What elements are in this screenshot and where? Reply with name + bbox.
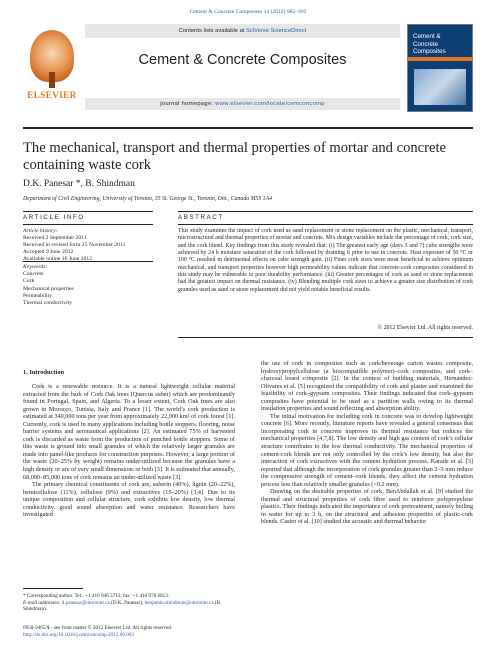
email-owner: (B. Shindman).: [23, 599, 222, 612]
body-left-column: [23, 383, 235, 519]
contents-prefix: Contents lists available at: [178, 28, 247, 34]
doi-link[interactable]: http://dx.doi.org/10.1016/j.cemconcomp.2012.06.003: [23, 631, 134, 638]
homepage-link[interactable]: www.elsevier.com/locate/cemconcomp: [215, 101, 325, 107]
article-info-label: ARTICLE INFO: [23, 214, 85, 221]
section-rule-top-left: [23, 211, 153, 212]
keywords-heading: Keywords:: [23, 264, 48, 270]
history-online: Available online 16 June 2012: [23, 256, 93, 262]
body-paragraph: The primary chemical constituents of cork are, suberin (40%), lignin (20–22%), hemicellulose (11%), cellulose (9%) and extractives (15–20%) [3,4]. Due to its unique composition and cellular structure, cork exhibits low density, low thermal conductivity, good sound absorption and water resistance. Researchers have investigated: [23, 481, 235, 519]
corresponding-author: * Corresponding author. Tel.: +1 416 946 5712; fax: +1 416 978 6813.: [23, 593, 170, 599]
sciencedirect-link[interactable]: SciVerse ScienceDirect: [246, 28, 307, 34]
keyword-item: Permeability: [23, 292, 53, 299]
cover-stripe: [408, 57, 472, 61]
publisher-name: ELSEVIER: [27, 90, 77, 100]
body-right-column: [261, 360, 473, 526]
article-title: The mechanical, transport and thermal properties of mortar and concrete containing waste cork: [23, 140, 447, 173]
contents-band: [85, 24, 400, 38]
footnote-rule: [23, 588, 83, 589]
keywords-rule: [23, 261, 153, 262]
masthead: [23, 20, 473, 120]
intro-heading: 1. Introduction: [23, 369, 65, 376]
authors[interactable]: D.K. Panesar *, B. Shindman: [23, 179, 135, 189]
journal-title: Cement & Concrete Composites: [138, 52, 347, 68]
history-revised: Received in revised form 25 November 2011: [23, 242, 126, 248]
keyword-item: Concrete: [23, 271, 44, 278]
body-paragraph: The initial motivation for including cork in concrete was to develop lightweight concrete [6]. More recently, literature reports have revealed a general consensus that incorporating cork in concrete improves its thermal resistance but reduces the mechanical properties [4,7,8]. The low density and high gas content of cork’s cellular structure contributes to the low thermal conductivity. The mechanical properties of cement-cork blends are not only controlled by the cork’s low density, but also the interaction of cork extractives with the cement hydration process. Karade et al. [3] reported that although the incorporation of cork granules greater than 2–3 mm reduce the compressive strength of cement–cork blends, they affect the cement hydration process less than relatively smaller granules (<0.2 mm).: [261, 412, 473, 488]
email-owner: (D.K. Panesar),: [109, 599, 145, 606]
copyright-notice: © 2012 Elsevier Ltd. All rights reserved.: [377, 325, 473, 331]
homepage-prefix: journal homepage:: [160, 101, 216, 107]
cover-title: [413, 33, 446, 56]
keyword-item: Cork: [23, 278, 35, 285]
keywords: [23, 264, 141, 307]
history-received: Received 2 September 2011: [23, 235, 87, 241]
cover-image: [414, 69, 466, 105]
body-paragraph: the use of cork in composites such as cork/beverage carton wastes composite, hydroxypropylcellulose (a biocompatible polymer)–cork composites, and cork–charcoal board composite [2]. In the context of building materials, Hernandez-Olivares et al. [5] recognized the compatibility of cork and plaster and examined the feasibility of cork–gypsum composites. Their findings indicated that cork–gypsum composites have potential to be used as a partition walls owing to its thermal insulation properties and sound reflecting and absorption ability.: [261, 360, 473, 413]
journal-cover: [407, 24, 473, 112]
keyword-item: Thermal conductivity: [23, 300, 73, 307]
section-rule-mid-left: [23, 224, 153, 225]
cover-title-line3: Composites: [413, 48, 446, 55]
keyword-item: Mechanical properties: [23, 285, 74, 292]
homepage-band: [85, 98, 400, 110]
cover-title-line2: Concrete: [413, 40, 439, 48]
issn-line: 0958-9465/$ - see front matter © 2012 Elsevier Ltd. All rights reserved.: [23, 625, 173, 631]
email-link-shindman[interactable]: benjamin.shindman@utoronto.ca: [144, 599, 214, 606]
bottom-notes: [23, 625, 235, 638]
email-addresses: [23, 600, 235, 613]
email-label: E-mail addresses:: [23, 599, 62, 606]
footnote: [23, 593, 235, 613]
abstract-bottom-rule: [178, 337, 473, 338]
email-link-panesar[interactable]: d.panesar@utoronto.ca: [61, 599, 110, 606]
journal-citation[interactable]: Cement & Concrete Composites 34 (2012) 982–992: [189, 9, 307, 15]
abstract-label: ABSTRACT: [178, 214, 224, 221]
tree-trunk: [49, 72, 55, 88]
affiliation: Department of Civil Engineering, University of Toronto, 35 St. George St., Toronto, Ont., Canada M5S 1A4: [23, 196, 272, 202]
cover-title-line1: Cement &: [413, 33, 441, 40]
history-heading: Article history:: [23, 228, 58, 234]
abstract-text: This study examines the impact of cork used as sand replacement or stone replacement on the plastic, mechanical, transport, microstructural and thermal properties of mortar and concrete. Mix design variables include the percentage of cork, cork size, and the cork blend. Key findings from this study revealed that: (i) The greatest early age (days 3 and 7) cube strengths were achieved by 24 h moisture saturation of the cork followed by draining it prior to use in concrete. Heat exposure of 50 °C or 100 °C resulted in detrimental effects on cube strength gain. (ii) Finer cork sizes were most beneficial to achieve optimum mechanical, and transport properties however high permeability values indicate that concrete-cork composites considered in this study may be vulnerable to poor durability performance. (iii) Greater percentages of cork as sand or stone replacement had the greatest impact on thermal resistance. (iv) Blending multiple cork sizes to achieve a greater size distribution of cork granules used as sand or stone replacement did not yield notable beneficial results.: [178, 228, 473, 293]
header-rule: [23, 127, 473, 129]
article-history: [23, 228, 141, 263]
body-paragraph: Cork is a renewable resource. It is a natural lightweight cellular material extracted from the bark of Cork Oak trees (Quercus suber) which are predominantly found in Portugal, Spain, and Algeria. To a lesser extent, Cork Oak trees are also grown in Morocco, Tunisia, Italy and France [1]. The world’s cork production is estimated at 340,000 tons per year from approximately 22,000 km² of cork forest [1]. Currently, cork is used in many applications including bottle stoppers, flooring, noise barrier systems and aeronautical applications [2]. An estimated 75% of harvested cork is discarded as waste from the production of punched bottle stoppers. Some of this waste is ground into small granules of which the relatively larger granules are made into panel-like products for construction purposes. However, a large portion of the waste (20–25% by weight) remains under-utilized because the granules have a high density or are of very small dimensions or both [3]. It is estimated that annually, 68,000–85,000 tons of cork remains an under-utilized waste [3].: [23, 383, 235, 481]
section-rule-top-right: [178, 211, 473, 212]
body-paragraph: Drawing on the desirable properties of cork, BenAbdallah et al. [9] studied the thermal and structural properties of cork fibre used to reinforce polypropylene plastics. Their findings indicated the importance of cork pretreatment, namely boiling in water for up to 3 h, on the structural and adhesion properties of plastic-cork blends. Castro et al. [10] studied the acoustic and thermal behavior: [261, 488, 473, 526]
elsevier-logo: [23, 30, 81, 104]
history-accepted: Accepted 9 June 2012: [23, 249, 74, 255]
section-rule-mid-right: [178, 224, 473, 225]
masthead-center: [85, 20, 400, 120]
